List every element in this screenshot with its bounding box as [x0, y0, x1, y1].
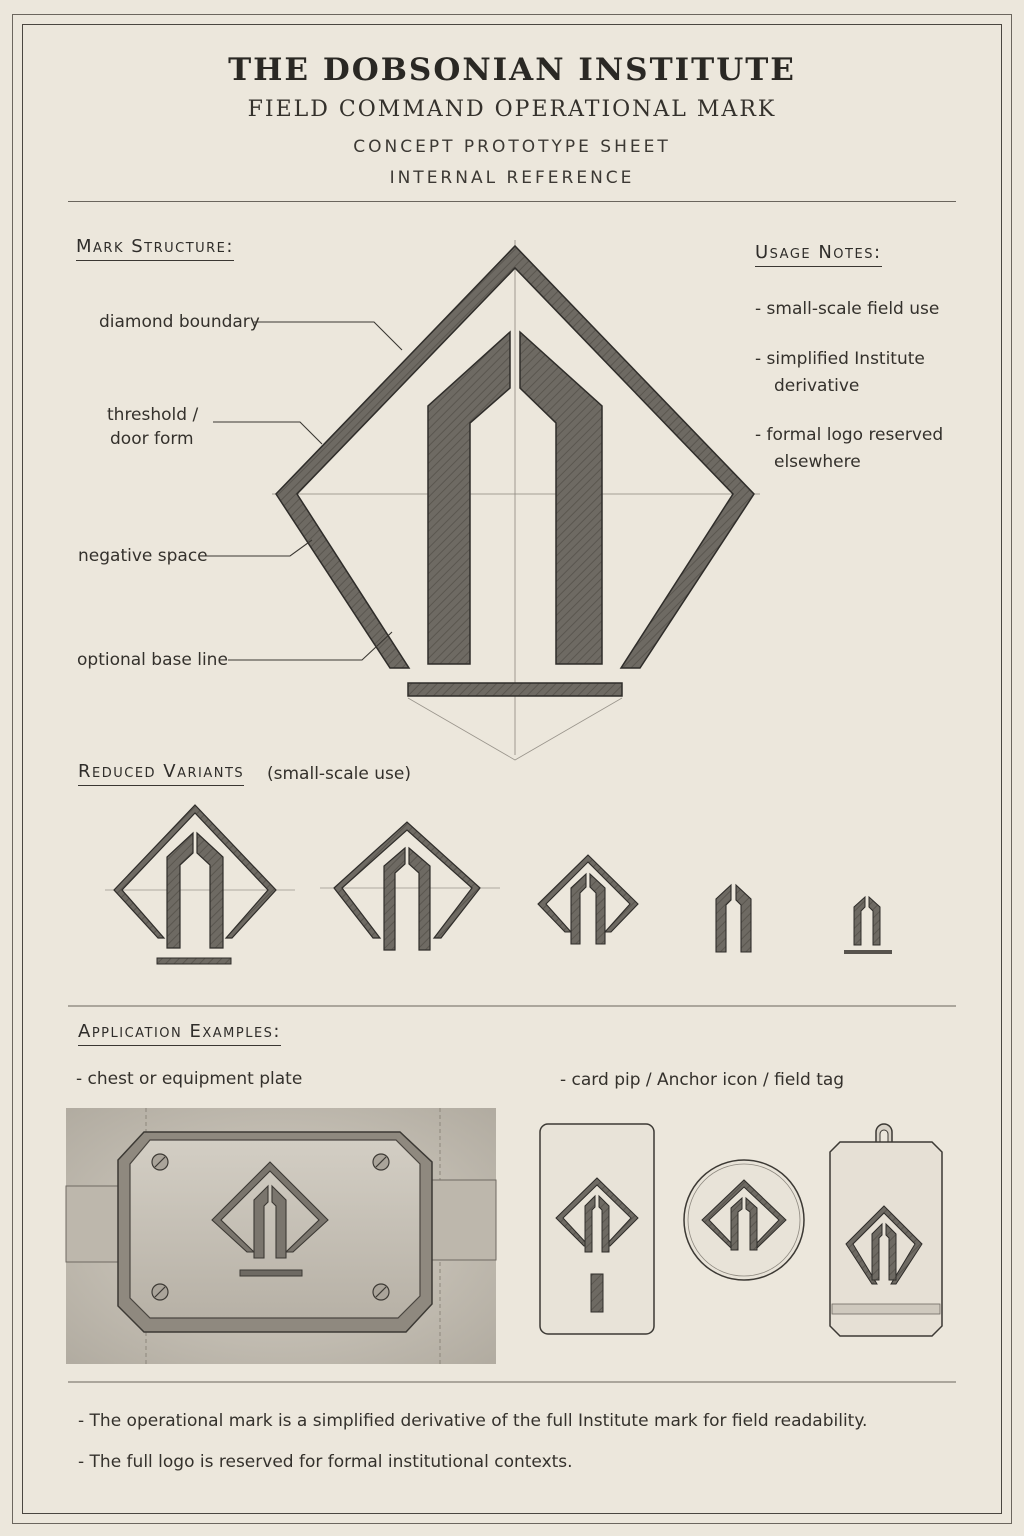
label-base-line: optional base line [77, 650, 228, 670]
page-subtitle: FIELD COMMAND OPERATIONAL MARK [247, 97, 777, 122]
footer-note-2: - The full logo is reserved for formal institutional contexts. [78, 1452, 573, 1472]
leader-baseline [228, 632, 392, 660]
usage-note-3-cont: elsewhere [774, 452, 861, 472]
usage-note-2-cont: derivative [774, 376, 860, 396]
door-right-pillar [520, 332, 602, 664]
card-pip-caption: - card pip / Anchor icon / field tag [560, 1070, 845, 1090]
label-negative-space: negative space [78, 546, 208, 566]
chest-plate-illustration [66, 1108, 496, 1364]
reduced-variants-title: Reduced Variants [78, 761, 244, 786]
anchor-icon-illustration [684, 1160, 804, 1280]
application-examples-title: Application Examples: [78, 1021, 281, 1046]
usage-note-1: - small-scale field use [755, 299, 940, 319]
base-line [408, 683, 622, 696]
usage-note-3: - formal logo reserved [755, 425, 944, 445]
main-mark [272, 240, 760, 760]
reduced-variants-note: (small-scale use) [267, 764, 411, 784]
field-tag-illustration [830, 1124, 942, 1336]
usage-note-2: - simplified Institute [755, 349, 925, 369]
sheet-type: CONCEPT PROTOTYPE SHEET [353, 137, 671, 157]
variant-minimal [844, 897, 892, 954]
variant-large [105, 805, 295, 964]
classification: INTERNAL REFERENCE [389, 168, 635, 188]
usage-notes-title: Usage Notes: [755, 242, 882, 267]
leader-threshold [213, 422, 322, 444]
footer-note-1: - The operational mark is a simplified derivative of the full Institute mark for field readability. [78, 1411, 868, 1431]
door-left-pillar [428, 332, 510, 664]
page-title: THE DOBSONIAN INSTITUTE [228, 52, 796, 88]
leader-lines [204, 322, 402, 660]
card-pip-illustration [540, 1124, 654, 1334]
label-diamond-boundary: diamond boundary [99, 312, 260, 332]
variant-small [538, 855, 638, 944]
label-threshold-line1: threshold / [107, 405, 199, 425]
chest-plate-caption: - chest or equipment plate [76, 1069, 303, 1089]
leader-negative [204, 540, 312, 556]
mark-structure-title: Mark Structure: [76, 236, 234, 261]
label-threshold-line2: door form [110, 429, 194, 449]
variant-medium [320, 822, 500, 950]
leader-diamond [254, 322, 402, 350]
variant-door-only [716, 885, 751, 952]
